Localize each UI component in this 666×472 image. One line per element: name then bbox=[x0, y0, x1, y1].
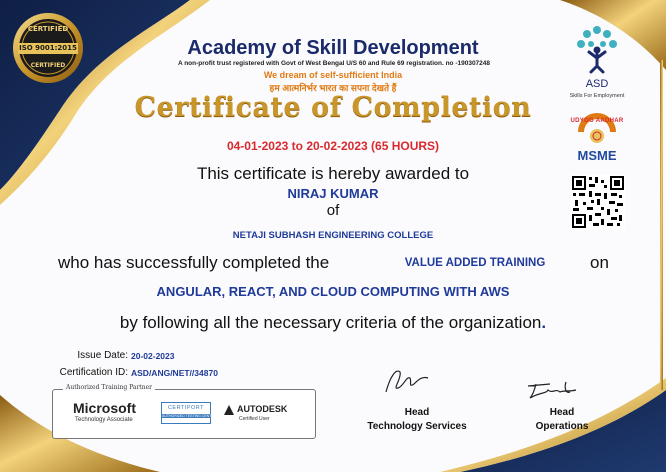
msme-text: MSME bbox=[577, 148, 617, 163]
criteria-line bbox=[80, 313, 586, 333]
course-dates: 04-01-2023 to 20-02-2023 (65 HOURS) bbox=[226, 139, 440, 153]
microsoft-sub: Technology Associate bbox=[75, 417, 133, 423]
college-name: NETAJI SUBHASH ENGINEERING COLLEGE bbox=[232, 230, 434, 241]
certificate-title: Certificate of Completion bbox=[134, 92, 532, 123]
asd-tree-icon bbox=[571, 22, 623, 72]
completion-prefix: who has successfully completed the bbox=[58, 253, 330, 272]
certiport-text: CERTIPORT bbox=[167, 405, 205, 411]
issue-date-label: Issue Date: bbox=[77, 350, 128, 361]
criteria-period: . bbox=[541, 313, 547, 332]
iso-seal bbox=[12, 12, 84, 84]
tagline-english: We dream of self-sufficient India bbox=[263, 70, 403, 80]
signature-technology bbox=[378, 362, 438, 402]
criteria-text: by following all the necessary criteria of the organization bbox=[119, 313, 542, 332]
autodesk-sub: Certified User bbox=[239, 416, 270, 422]
certiport-logo bbox=[161, 402, 217, 424]
autodesk-text: AUTODESK bbox=[237, 404, 288, 414]
signature-2-name: Head bbox=[549, 407, 575, 418]
signature-operations bbox=[520, 378, 585, 403]
udyog-aadhar-text: UDYOG AADHAR bbox=[570, 118, 624, 124]
awarded-text: This certificate is hereby awarded to bbox=[196, 164, 470, 183]
on-text: on bbox=[590, 253, 609, 272]
tagline-hindi: हम आत्मनिर्भर भारत का सपना देखते हैं bbox=[269, 83, 397, 93]
program-name: VALUE ADDED TRAINING bbox=[404, 257, 546, 269]
partner-box bbox=[52, 384, 316, 439]
certification-id-value: ASD/ANG/NET//34870 bbox=[131, 368, 218, 378]
signature-2-role: Operations bbox=[535, 421, 589, 432]
course-name: ANGULAR, REACT, AND CLOUD COMPUTING WITH AWS bbox=[156, 284, 510, 299]
registration-text: A non-profit trust registered with Govt of West Bengal U/S 60 and Rule 69 registration. no -190307248 bbox=[177, 60, 491, 67]
seal-top-text: CERTIFIED bbox=[27, 25, 69, 33]
issue-date-value: 20-02-2023 bbox=[131, 351, 175, 361]
asd-logo-text: ASD bbox=[585, 78, 609, 90]
signature-1-name: Head bbox=[404, 407, 430, 418]
signature-1-role: Technology Services bbox=[367, 421, 467, 432]
certiport-sub: AUTHORIZED TESTING CENTER bbox=[162, 414, 217, 418]
recipient-name: NIRAJ KUMAR bbox=[287, 186, 379, 201]
of-text: of bbox=[326, 202, 340, 219]
org-name: Academy of Skill Development bbox=[187, 37, 479, 59]
partner-label: Authorized Training Partner bbox=[63, 384, 155, 391]
certification-id-label: Certification ID: bbox=[59, 367, 128, 378]
seal-bottom-text: CERTIFIED bbox=[30, 62, 66, 69]
seal-middle-text: ISO 9001:2015 bbox=[19, 44, 77, 52]
udyog-aadhar-icon bbox=[577, 110, 617, 150]
autodesk-icon bbox=[223, 404, 235, 416]
asd-sub-text: Skills For Employment bbox=[569, 93, 625, 99]
microsoft-logo: Microsoft bbox=[73, 400, 136, 416]
qr-code bbox=[571, 175, 625, 229]
